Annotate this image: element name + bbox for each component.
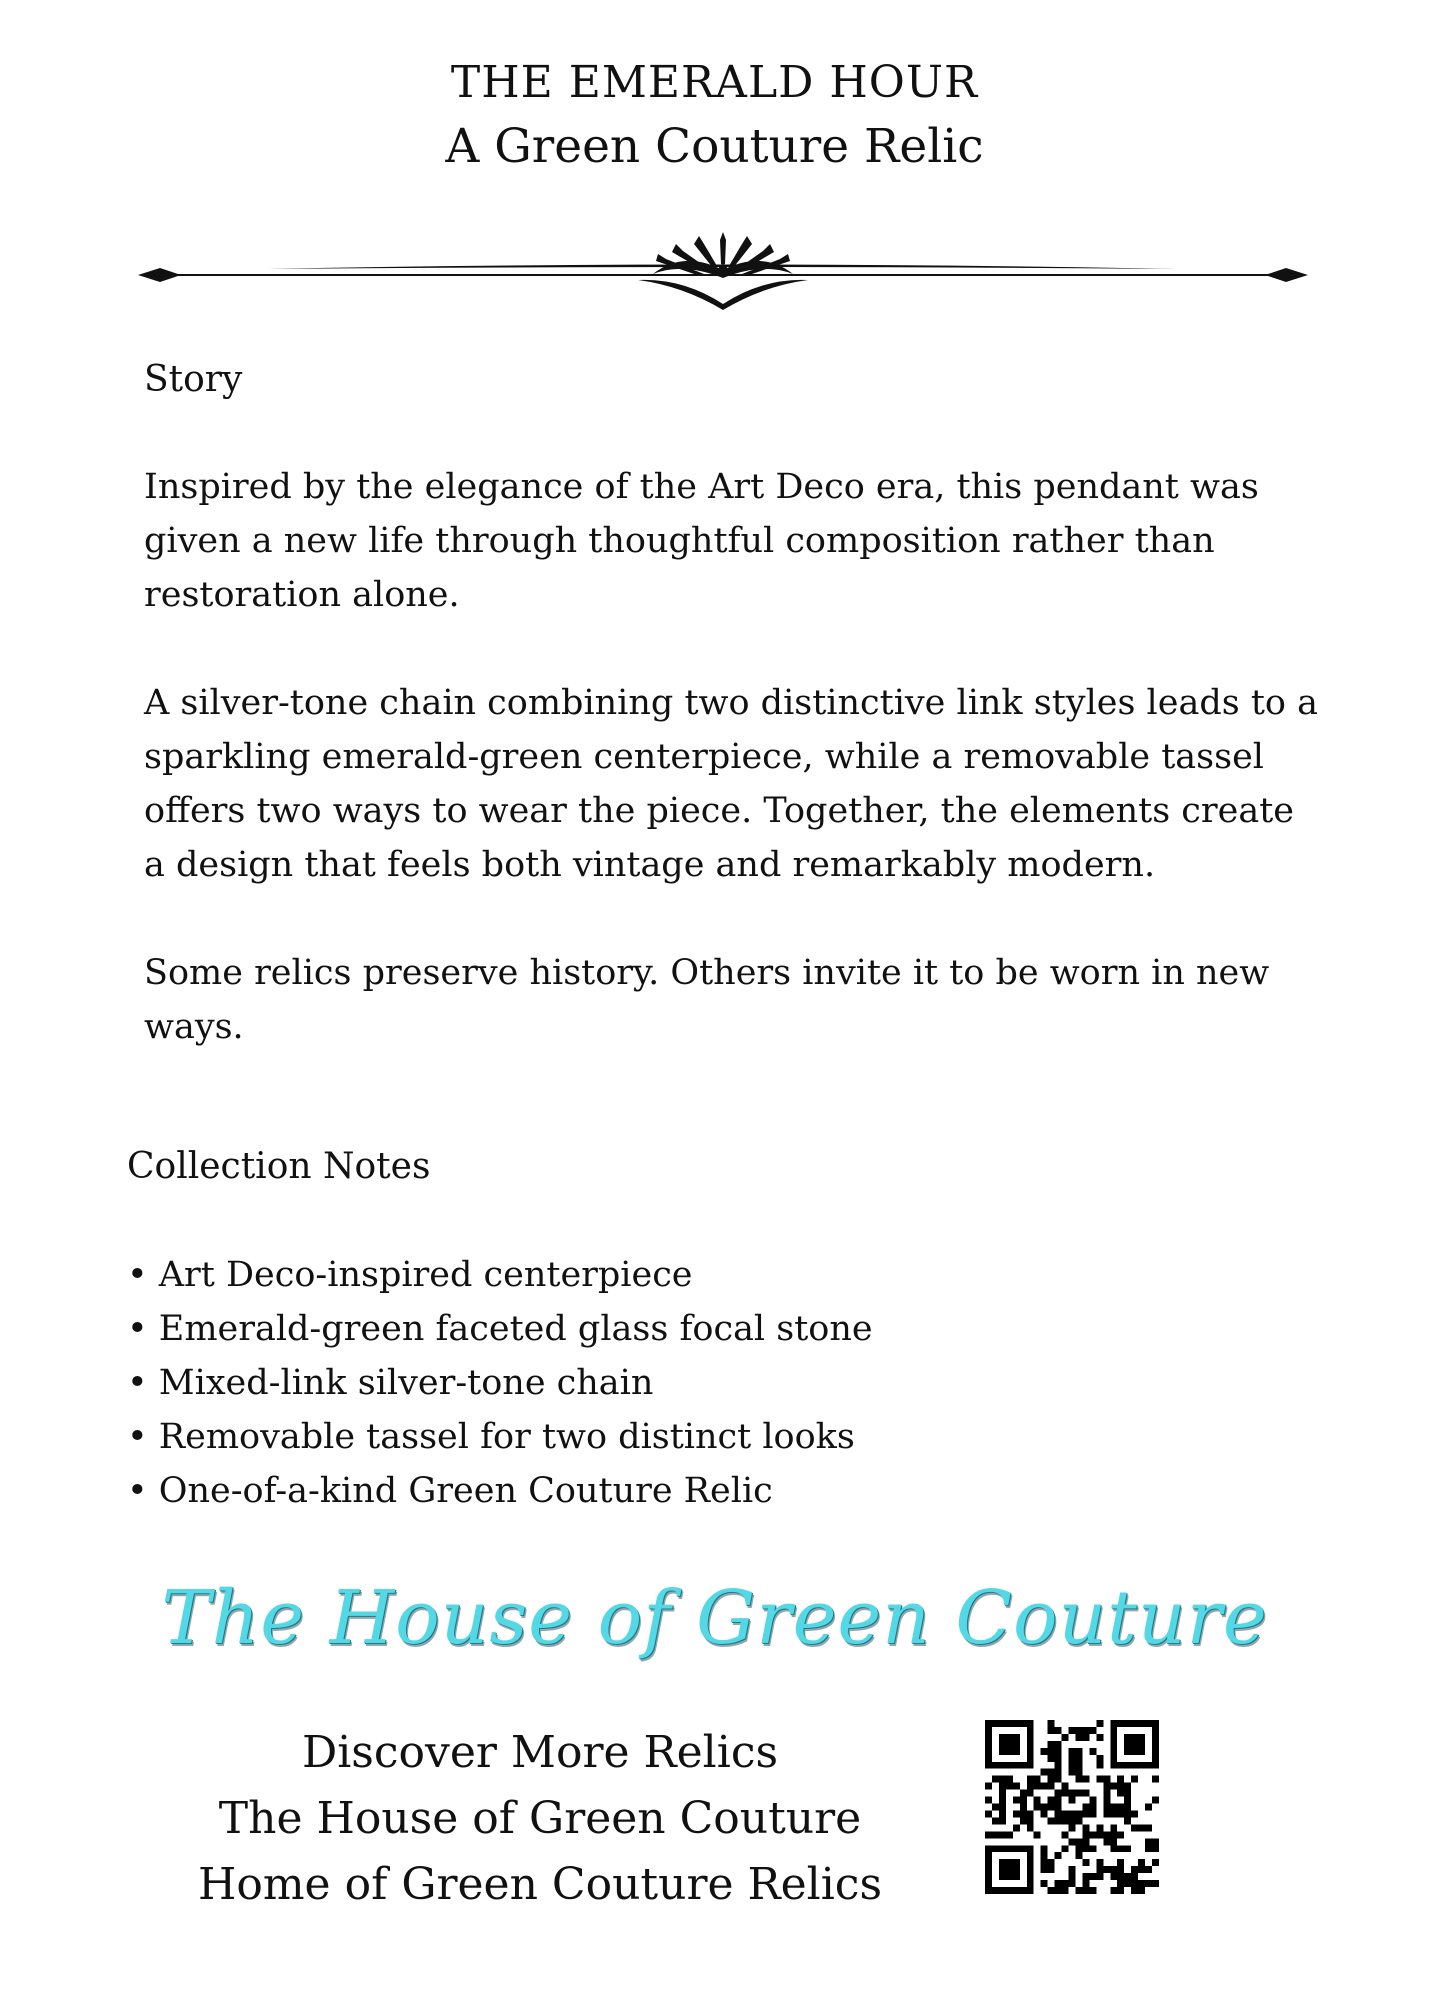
list-item: • Art Deco-inspired centerpiece bbox=[127, 1248, 873, 1302]
story-heading: Story bbox=[144, 359, 243, 400]
footer-line: The House of Green Couture bbox=[218, 1793, 862, 1844]
list-item: • Emerald-green faceted glass focal stone bbox=[127, 1302, 873, 1356]
page-subtitle: A Green Couture Relic bbox=[445, 119, 984, 174]
story-paragraph: A silver-tone chain combining two distinctive link styles leads to a sparkling emerald-green centerpiece, while a removable tassel offers two ways to wear the piece. Together, the elements create a design that feels both vintage and remarkably modern. bbox=[144, 683, 1318, 885]
footer-text bbox=[170, 1720, 910, 1918]
story-body bbox=[144, 460, 1324, 1108]
story-paragraph: Inspired by the elegance of the Art Deco era, this pendant was given a new life through thoughtful composition rather than restoration alone. bbox=[144, 467, 1259, 615]
page-header bbox=[0, 52, 1429, 180]
footer-line: Home of Green Couture Relics bbox=[197, 1859, 883, 1910]
list-item: • One-of-a-kind Green Couture Relic bbox=[127, 1464, 873, 1518]
list-item: • Mixed-link silver-tone chain bbox=[127, 1356, 873, 1410]
collection-notes-heading: Collection Notes bbox=[127, 1146, 431, 1187]
qr-code-icon[interactable] bbox=[985, 1720, 1159, 1894]
footer-line: Discover More Relics bbox=[301, 1727, 779, 1778]
story-paragraph: Some relics preserve history. Others invite it to be worn in new ways. bbox=[144, 953, 1270, 1047]
list-item: • Removable tassel for two distinct looks bbox=[127, 1410, 873, 1464]
collection-notes-list bbox=[127, 1248, 873, 1518]
page-title: THE EMERALD HOUR bbox=[450, 57, 979, 108]
brand-logo-text: The House of Green Couture bbox=[161, 1575, 1268, 1661]
art-deco-divider-icon bbox=[138, 230, 1308, 320]
